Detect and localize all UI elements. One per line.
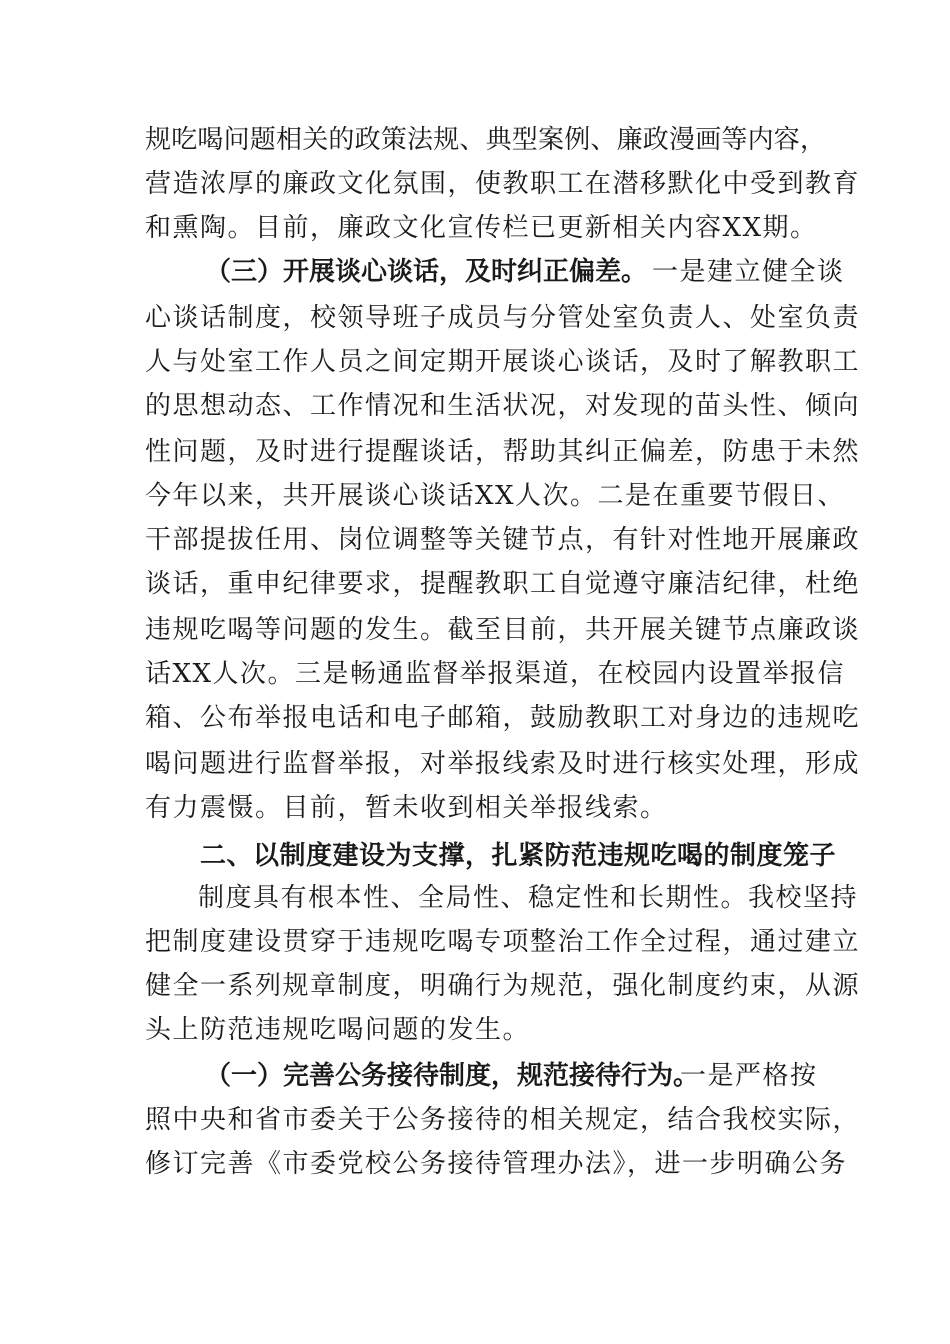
section-heading-line — [0, 250, 950, 294]
paragraph-text: 头上防范违规吃喝问题的发生。 — [145, 1015, 531, 1045]
paragraph-text: 营造浓厚的廉政文化氛围，使教职工在潜移默化中受到教育 — [145, 169, 861, 199]
paragraph-line — [0, 786, 950, 830]
paragraph-text: 照中央和省市委关于公务接待的相关规定，结合我校实际， — [145, 1105, 861, 1135]
paragraph-text: 喝问题进行监督举报，对举报线索及时进行核实处理，形成 — [145, 749, 861, 779]
paragraph-line — [0, 742, 950, 786]
paragraph-text: 把制度建设贯穿于违规吃喝专项整治工作全过程，通过建立 — [145, 927, 861, 957]
paragraph-line — [0, 474, 950, 518]
paragraph-text: 修订完善《市委党校公务接待管理办法》，进一步明确公务 — [145, 1149, 848, 1179]
paragraph-text: 心谈话制度，校领导班子成员与分管处室负责人、处室负责 — [145, 303, 861, 333]
paragraph-line — [0, 340, 950, 384]
paragraph-text: 有力震慑。目前，暂未收到相关举报线索。 — [145, 793, 668, 823]
paragraph-text: 健全一系列规章制度，明确行为规范，强化制度约束，从源 — [145, 971, 861, 1001]
paragraph-text: 话XX人次。三是畅通监督举报渠道，在校园内设置举报信 — [145, 659, 846, 689]
section-heading-line — [0, 834, 950, 878]
paragraph-text: 的思想动态、工作情况和生活状况，对发现的苗头性、倾向 — [145, 391, 861, 421]
paragraph-text: 箱、公布举报电话和电子邮箱，鼓励教职工对身边的违规吃 — [145, 703, 861, 733]
paragraph-line — [0, 162, 950, 206]
paragraph-line — [0, 430, 950, 474]
paragraph-line — [0, 876, 950, 920]
paragraph-line — [0, 1098, 950, 1142]
paragraph-line — [0, 1008, 950, 1052]
paragraph-line — [0, 296, 950, 340]
paragraph-text: 规吃喝问题相关的政策法规、典型案例、廉政漫画等内容， — [145, 125, 827, 155]
paragraph-text: 违规吃喝等问题的发生。截至目前，共开展关键节点廉政谈 — [145, 615, 861, 645]
paragraph-line — [0, 652, 950, 696]
paragraph-line — [0, 518, 950, 562]
paragraph-text: 干部提拔任用、岗位调整等关键节点，有针对性地开展廉政 — [145, 525, 861, 555]
paragraph-text: 和熏陶。目前，廉政文化宣传栏已更新相关内容XX期。 — [145, 213, 818, 243]
paragraph-line — [0, 118, 950, 162]
section-3-heading: （三）开展谈心谈话，及时纠正偏差。 — [205, 257, 648, 287]
paragraph-line — [0, 696, 950, 740]
section-heading-line — [0, 1054, 950, 1098]
paragraph-line — [0, 562, 950, 606]
paragraph-text: 制度具有根本性、全局性、稳定性和长期性。我校坚持 — [198, 883, 859, 913]
section-2-heading: 二、以制度建设为支撑，扎紧防范违规吃喝的制度笼子 — [200, 841, 837, 871]
paragraph-text: 性问题，及时进行提醒谈话，帮助其纠正偏差，防患于未然 — [145, 437, 861, 467]
paragraph-text: 人与处室工作人员之间定期开展谈心谈话，及时了解教职工 — [145, 347, 861, 377]
paragraph-text: 今年以来，共开展谈心谈话XX人次。二是在重要节假日、 — [145, 481, 846, 511]
paragraph-line — [0, 384, 950, 428]
paragraph-text: 一是严格按 — [680, 1061, 818, 1091]
paragraph-line — [0, 920, 950, 964]
paragraph-line — [0, 608, 950, 652]
paragraph-text: 谈话，重申纪律要求，提醒教职工自觉遵守廉洁纪律，杜绝 — [145, 569, 861, 599]
section-2-1-heading: （一）完善公务接待制度，规范接待行为。 — [205, 1061, 700, 1091]
paragraph-line — [0, 206, 950, 250]
paragraph-text: 一是建立健全谈 — [652, 257, 845, 287]
paragraph-line — [0, 1142, 950, 1186]
paragraph-line — [0, 964, 950, 1008]
